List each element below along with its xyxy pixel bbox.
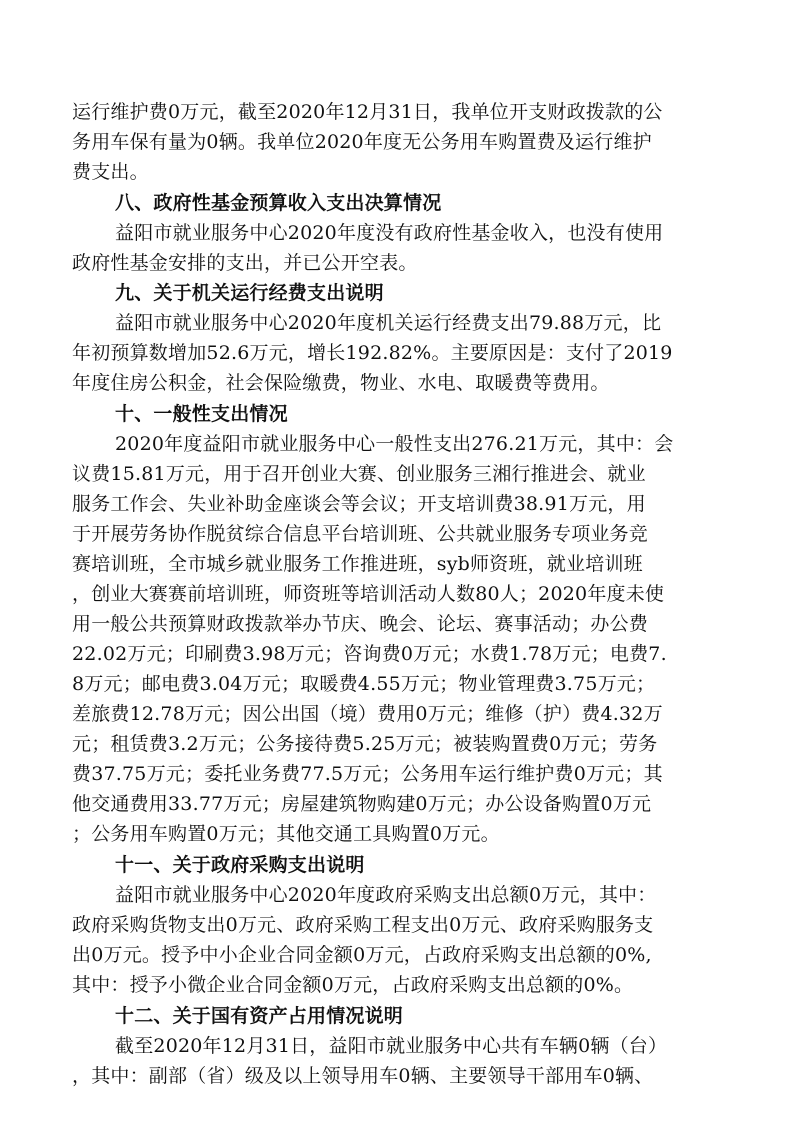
text-line: 用一般公共预算财政拨款举办节庆、晚会、论坛、赛事活动；办公费 [72,613,649,635]
text-line: 年度住房公积金，社会保险缴费，物业、水电、取暖费等费用。 [72,372,610,394]
section-heading-8: 八、政府性基金预算收入支出决算情况 [115,192,442,214]
section-heading-9: 九、关于机关运行经费支出说明 [115,282,384,304]
text-line: 赛培训班，全市城乡就业服务工作推进班，syb师资班，就业培训班 [72,553,643,575]
text-line: 元；租赁费3.2万元；公务接待费5.25万元；被装购置费0万元；劳务 [72,733,658,755]
text-line: 益阳市就业服务中心2020年度政府采购支出总额0万元，其中： [115,884,657,906]
text-line: 他交通费用33.77万元；房屋建筑物购建0万元；办公设备购置0万元 [72,793,652,815]
text-line: 费支出。 [72,161,149,183]
text-line: 服务工作会、失业补助金座谈会等会议；开支培训费38.91万元，用 [72,493,646,515]
text-line: 运行维护费0万元，截至2020年12月31日，我单位开支财政拨款的公 [72,101,663,123]
section-heading-11: 十一、关于政府采购支出说明 [115,854,365,876]
text-line: 政府采购货物支出0万元、政府采购工程支出0万元、政府采购服务支 [72,914,654,936]
text-line: 政府性基金安排的支出，并已公开空表。 [72,252,418,274]
text-line: 8万元；邮电费3.04万元；取暖费4.55万元；物业管理费3.75万元； [72,673,656,695]
text-line: 于开展劳务协作脱贫综合信息平台培训班、公共就业服务专项业务竞 [72,523,649,545]
text-line: 务用车保有量为0辆。我单位2020年度无公务用车购置费及运行维护 [72,131,652,153]
text-line: 其中：授予小微企业合同金额0万元，占政府采购支出总额的0%。 [72,974,634,996]
text-line: ，创业大赛赛前培训班，师资班等培训活动人数80人；2020年度未使 [72,583,665,605]
text-line: 费37.75万元；委托业务费77.5万元；公务用车运行维护费0万元；其 [72,763,663,785]
text-line: 差旅费12.78万元；因公出国（境）费用0万元；维修（护）费4.32万 [72,703,663,725]
text-line: 益阳市就业服务中心2020年度没有政府性基金收入，也没有使用 [115,222,664,244]
text-line: 出0万元。授予中小企业合同金额0万元，占政府采购支出总额的0%, [72,944,652,966]
section-heading-10: 十、一般性支出情况 [115,403,288,425]
text-line: 年初预算数增加52.6万元，增长192.82%。主要原因是：支付了2019 [72,342,673,364]
section-heading-12: 十二、关于国有资产占用情况说明 [115,1005,404,1027]
text-line: ；公务用车购置0万元；其他交通工具购置0万元。 [72,823,500,845]
text-line: 益阳市就业服务中心2020年度机关运行经费支出79.88万元，比 [115,312,662,334]
text-line: 议费15.81万元，用于召开创业大赛、创业服务三湘行推进会、就业 [72,463,646,485]
text-line: 2020年度益阳市就业服务中心一般性支出276.21万元，其中：会 [115,433,674,455]
text-line: 截至2020年12月31日，益阳市就业服务中心共有车辆0辆（台） [115,1035,668,1057]
text-line: ，其中：副部（省）级及以上领导用车0辆、主要领导干部用车0辆、 [72,1065,654,1087]
text-line: 22.02万元；印刷费3.98万元；咨询费0万元；水费1.78万元；电费7. [72,643,667,665]
